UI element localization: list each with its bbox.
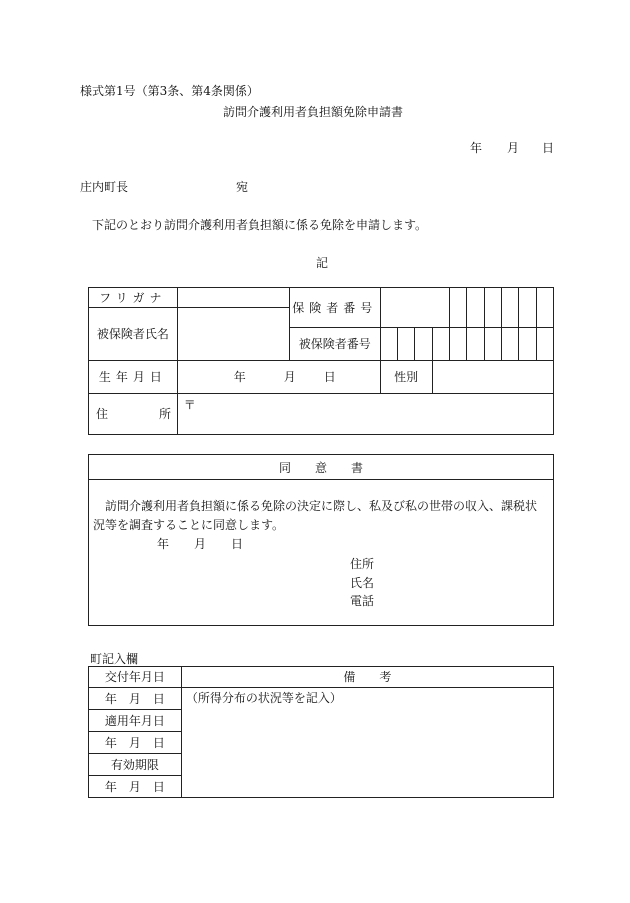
addressee: 庄内町長: [80, 180, 129, 194]
insurer-number-box[interactable]: [467, 288, 484, 328]
consent-phone-label: 電話: [350, 594, 375, 608]
insured-number-box[interactable]: [432, 328, 449, 361]
form-number: 様式第1号（第3条、第4条関係）: [80, 84, 259, 98]
date-day-label: 日: [542, 141, 555, 155]
insured-number-box[interactable]: [484, 328, 501, 361]
insurer-number-box[interactable]: [501, 288, 518, 328]
birth-month-label: 月: [283, 370, 296, 384]
consent-text-1: 訪問介護利用者負担額に係る免除の決定に際し、私及び私の世帯の収入、課税状: [105, 499, 538, 513]
birth-year-label: 年: [233, 370, 246, 384]
insured-name-field[interactable]: [177, 308, 289, 361]
consent-month-label: 月: [194, 537, 207, 551]
birth-field[interactable]: [177, 361, 380, 394]
insurer-number-box[interactable]: [484, 288, 501, 328]
insured-number-box[interactable]: [467, 328, 484, 361]
date-month-label: 月: [507, 141, 520, 155]
office-table: [88, 666, 554, 798]
form-title: 訪問介護利用者負担額免除申請書: [223, 105, 404, 119]
remarks-field[interactable]: [181, 688, 553, 798]
applicant-table: [88, 287, 554, 435]
date-year-label: 年: [470, 141, 483, 155]
insured-number-box[interactable]: [536, 328, 553, 361]
insurer-number-label: 保険者番号: [289, 288, 380, 328]
consent-box: [88, 454, 554, 626]
insured-number-box[interactable]: [449, 328, 466, 361]
consent-day-label: 日: [231, 537, 244, 551]
issue-date-label: 交付年月日: [89, 667, 182, 688]
valid-until-label: 有効期限: [89, 754, 182, 776]
valid-until-field[interactable]: 年 月 日: [89, 776, 182, 798]
insured-number-box[interactable]: [501, 328, 518, 361]
apply-date-field[interactable]: 年 月 日: [89, 732, 182, 754]
consent-year-label: 年: [157, 537, 170, 551]
insured-number-box[interactable]: [380, 328, 397, 361]
sex-field[interactable]: [432, 361, 553, 394]
addressee-suffix: 宛: [236, 180, 249, 194]
issue-date-field[interactable]: 年 月 日: [89, 688, 182, 710]
remarks-label: 備 考: [181, 667, 553, 688]
insured-name-label: 被保険者氏名: [89, 308, 178, 361]
remarks-note: （所得分布の状況等を記入）: [185, 691, 342, 705]
insured-number-label: 被保険者番号: [289, 328, 380, 361]
intro-text: 下記のとおり訪問介護利用者負担額に係る免除を申請します。: [92, 218, 428, 232]
insurer-number-box[interactable]: [536, 288, 553, 328]
furigana-label: フリガナ: [89, 288, 178, 308]
birth-label: 生年月日: [89, 361, 178, 394]
postal-mark: 〒: [183, 398, 196, 412]
insurer-number-box[interactable]: [449, 288, 466, 328]
office-section-title: 町記入欄: [90, 652, 139, 666]
sex-label: 性別: [380, 361, 432, 394]
insurer-number-box[interactable]: [519, 288, 536, 328]
address-label: 住 所: [89, 394, 178, 435]
ki-label: 記: [316, 256, 329, 270]
birth-day-label: 日: [323, 370, 336, 384]
insured-number-box[interactable]: [415, 328, 432, 361]
apply-date-label: 適用年月日: [89, 710, 182, 732]
insurer-number-box[interactable]: [380, 288, 449, 328]
insured-number-box[interactable]: [519, 328, 536, 361]
insured-number-box[interactable]: [397, 328, 414, 361]
furigana-field[interactable]: [177, 288, 289, 308]
address-field[interactable]: [177, 394, 553, 435]
consent-name-label: 氏名: [350, 576, 375, 590]
consent-text-2: 況等を調査することに同意します。: [93, 518, 285, 532]
consent-title: 同 意 書: [278, 461, 363, 475]
consent-address-label: 住所: [350, 557, 375, 571]
